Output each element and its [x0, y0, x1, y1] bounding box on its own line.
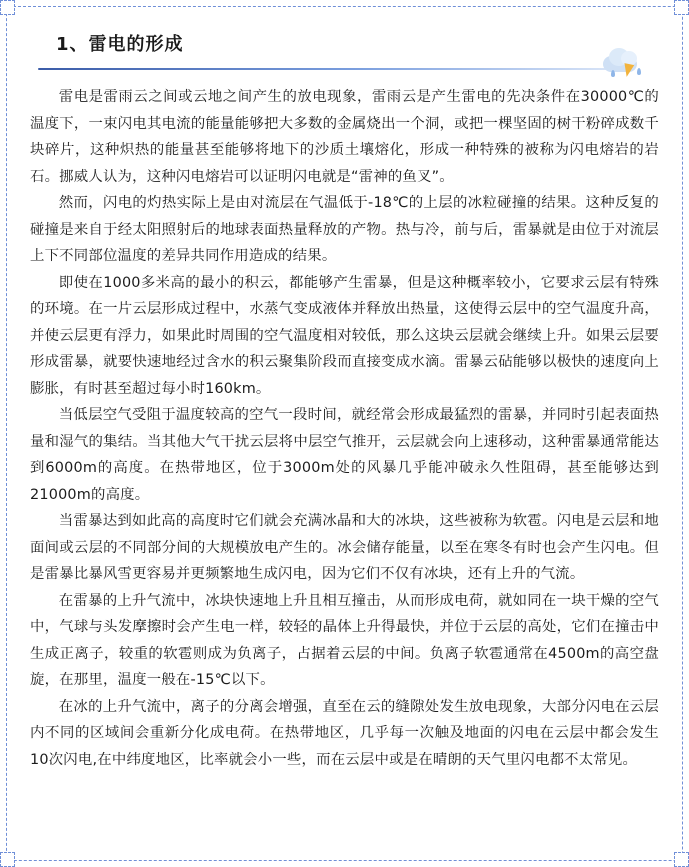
cloud-lightning-icon — [597, 42, 653, 82]
paragraph: 然而，闪电的灼热实际上是由对流层在气温低于-18℃的上层的冰粒碰撞的结果。这种反复的碰撞是来自于经太阳照射后的地球表面热量释放的产物。热与冷，前与后，雷暴就是由位于对流层上下不同部位温度的差异共同作用造成的结果。 — [30, 195, 659, 264]
section-header — [30, 20, 659, 82]
corner-ornament-top-left — [0, 0, 15, 15]
paragraph: 当雷暴达到如此高的高度时它们就会充满冰晶和大的冰块，这些被称为软雹。闪电是云层和地面间或云层的不同部分间的大规模放电产生的。冰会储存能量，以至在寒冬有时也会产生闪电。但是雷暴比暴风雪更容易并更频繁地生成闪电，因为它们不仅有冰块，还有上升的气流。 — [30, 513, 659, 582]
paragraph: 在雷暴的上升气流中，冰块快速地上升且相互撞击，从而形成电荷，就如同在一块干燥的空气中，气球与头发摩擦时会产生电一样，较轻的晶体上升得最快，并位于云层的高处，它们在撞击中生成正离子，较重的软雹则成为负离子，占据着云层的中间。负离子软雹通常在4500m的高空盘旋，在那里，温度一般在-15℃以下。 — [30, 592, 659, 688]
document-content — [30, 20, 659, 851]
paragraph: 雷电是雷雨云之间或云地之间产生的放电现象，雷雨云是产生雷电的先决条件在30000℃的温度下，一束闪电其电流的能量能够把大多数的金属烧出一个洞，或把一棵坚固的树干粉碎成数千块碎片，这种炽热的能量甚至能够将地下的沙质土壤熔化，形成一种特殊的被称为闪电熔岩的岩石。挪威人认为，这种闪电熔岩可以证明闪电就是“雷神的鱼叉”。 — [30, 89, 659, 185]
body-text — [30, 84, 659, 773]
corner-ornament-bottom-left — [0, 852, 15, 867]
corner-ornament-bottom-right — [674, 852, 689, 867]
paragraph: 在冰的上升气流中，离子的分离会增强，直至在云的缝隙处发生放电现象，大部分闪电在云层内不同的区域间会重新分化成电荷。在热带地区，几乎每一次触及地面的闪电在云层中都会发生10次闪电,在中纬度地区，比率就会小一些，而在云层中或是在晴朗的天气里闪电都不太常见。 — [30, 698, 659, 768]
corner-ornament-top-right — [674, 0, 689, 15]
page-title: 1、雷电的形成 — [56, 34, 184, 55]
paragraph: 即使在1000多米高的最小的积云，都能够产生雷暴，但是这种概率较小，它要求云层有特殊的环境。在一片云层形成过程中，水蒸气变成液体并释放出热量，这使得云层中的空气温度升高，并使云层更有浮力，如果此时周围的空气温度相对较低，那么这块云层就会继续上升。如果云层要形成雷暴，就要快速地经过含水的积云聚集阶段而直接变成水滴。雷暴云砧能够以极快的速度向上膨胀，有时甚至超过每小时160km。 — [30, 274, 659, 397]
paragraph: 当低层空气受阻于温度较高的空气一段时间，就经常会形成最猛烈的雷暴，并同时引起表面热量和湿气的集结。当其他大气干扰云层将中层空气推开，云层就会向上速移动，这种雷暴通常能达到6000m的高度。在热带地区，位于3000m处的风暴几乎能冲破永久性阻碍，甚至能够达到21000m的高度。 — [30, 407, 659, 503]
header-divider — [38, 68, 611, 70]
